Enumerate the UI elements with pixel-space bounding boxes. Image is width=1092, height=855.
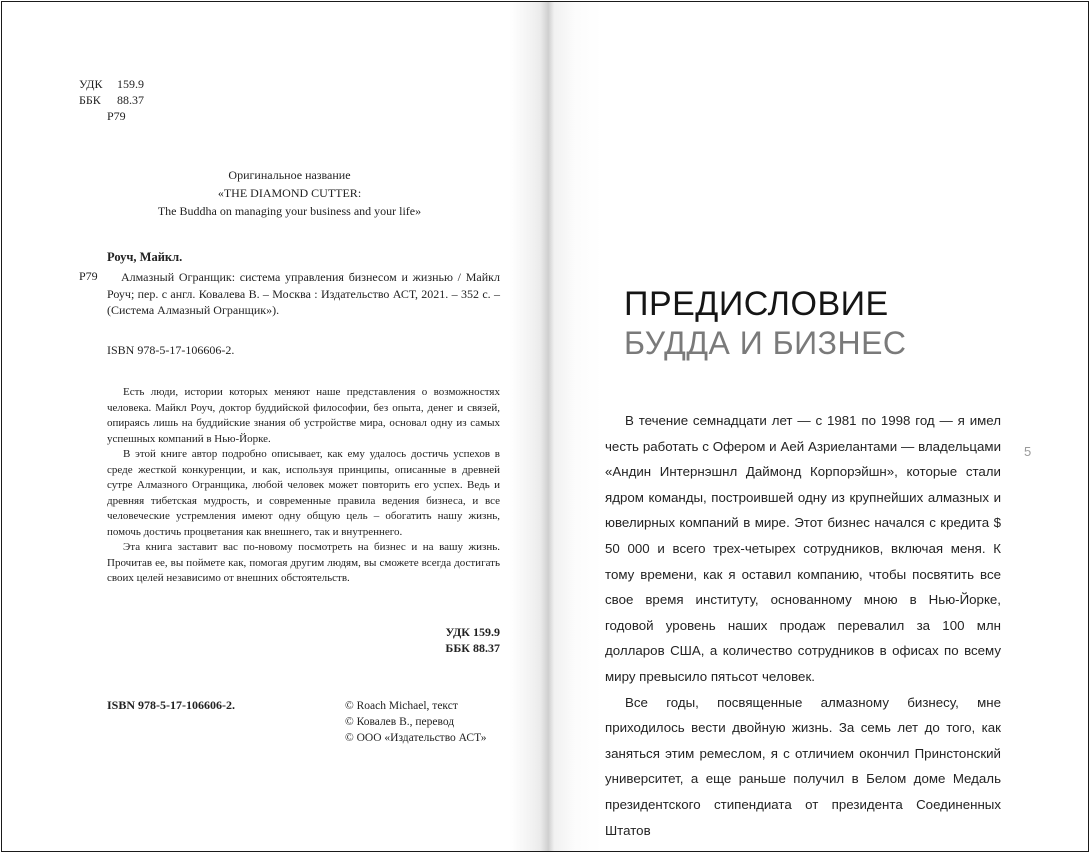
author-code: Р79	[79, 269, 98, 283]
annotation	[107, 385, 500, 587]
annotation-paragraph: Есть люди, истории которых меняют наше представления о возможностях человека. Майкл Роуч, доктор буддийской философии, без опыта, денег и связей, опираясь лишь на буддийские знания об устройстве мира, основал одну из самых успешных компаний в Нью-Йорке.	[107, 386, 500, 445]
copyright-line: © Roach Michael, текст	[345, 700, 458, 712]
author-name: Роуч, Майкл.	[107, 250, 183, 264]
original-title-label: Оригинальное название	[228, 168, 351, 182]
copyright-line: © ООО «Издательство АСТ»	[345, 732, 487, 744]
classification-codes-bold	[382, 624, 500, 656]
bbk-key: ББК	[79, 93, 101, 107]
udk-key: УДК	[79, 77, 103, 91]
original-subtitle: The Buddha on managing your business and your life»	[157, 204, 422, 218]
annotation-paragraph: В этой книге автор подробно описывает, как ему удалось достичь успехов в среде жесткой конкуренции, и как, используя принципы, описанные в древней сутре Алмазного Огранщика, любой человек может повторить его успех. Ведь и древняя тибетская мудрость, и современные правила ведения бизнеса, и все человеческие устремления имеют одну общую цель – обогатить нашу жизнь, помочь достичь процветания как внешнего, так и внутреннего.	[107, 448, 500, 538]
classification-row	[79, 108, 144, 124]
body-paragraph: Все годы, посвященные алмазному бизнесу, мне приходилось вести двойную жизнь. За семь лет до того, как заняться этим ремеслом, я с отличием окончил Принстонский университет, а еще раньше получил в Белом доме Медаль президентского стипендиата от президента Соединенных Штатов	[605, 694, 1001, 838]
chapter-subtitle: БУДДА И БИЗНЕС	[624, 325, 907, 361]
original-title: «THE DIAMOND CUTTER:	[217, 186, 362, 200]
udk-code-bold: УДК 159.9	[445, 625, 500, 639]
book-gutter	[540, 2, 554, 851]
body-paragraph: В течение семнадцати лет — с 1981 по 1998 год — я имел честь работать с Офером и Аей Азриелантами — владельцами «Андин Интернэшнл Даймонд Корпорэйшн», которые стали ядром команды, построившей одну из крупнейших алмазных и ювелирных компаний в мире. Этот бизнес начался с кредита $ 50 000 и всего трех-четырех сотрудников, включая меня. К тому времени, как я оставил компанию, чтобы посвятить все свое время институту, основанному мною в Нью-Йорке, годовой уровень наших продаж перевалил за 100 млн долларов США, а количество сотрудников в офисах по всему миру превысило пятьсот человек.	[605, 413, 1001, 684]
classification-block	[79, 76, 144, 124]
chapter-body	[605, 408, 1001, 843]
bbk-code-bold: ББК 88.37	[445, 641, 500, 655]
annotation-paragraph: Эта книга заставит вас по-новому посмотреть на бизнес и на вашу жизнь. Прочитав ее, вы поймете как, помогая другим людям, вы сможете всегда достигать своих целей независимо от внешних обстоятельств.	[107, 541, 500, 584]
original-title-block	[79, 166, 500, 220]
udk-value: 159.9	[117, 77, 144, 91]
page-number: 5	[1024, 444, 1032, 459]
chapter-title: ПРЕДИСЛОВИЕ	[624, 285, 889, 323]
classification-row	[79, 92, 144, 108]
isbn-bottom: ISBN 978-5-17-106606-2.	[107, 698, 235, 712]
copyright-line: © Ковалев В., перевод	[345, 716, 455, 728]
bbk-value: 88.37	[117, 93, 144, 107]
isbn: ISBN 978-5-17-106606-2.	[107, 343, 235, 357]
copyright-block	[345, 698, 487, 746]
left-page	[2, 2, 548, 851]
book-spread	[1, 1, 1089, 852]
classification-row	[79, 76, 144, 92]
author-code-top: Р79	[107, 109, 126, 123]
bibliographic-description: Алмазный Огранщик: система управления бизнесом и жизнью / Майкл Роуч; пер. с англ. Ковалева В. – Москва : Издательство АСТ, 2021. – 352 с. – (Система Алмазный Огранщик»).	[107, 270, 500, 317]
